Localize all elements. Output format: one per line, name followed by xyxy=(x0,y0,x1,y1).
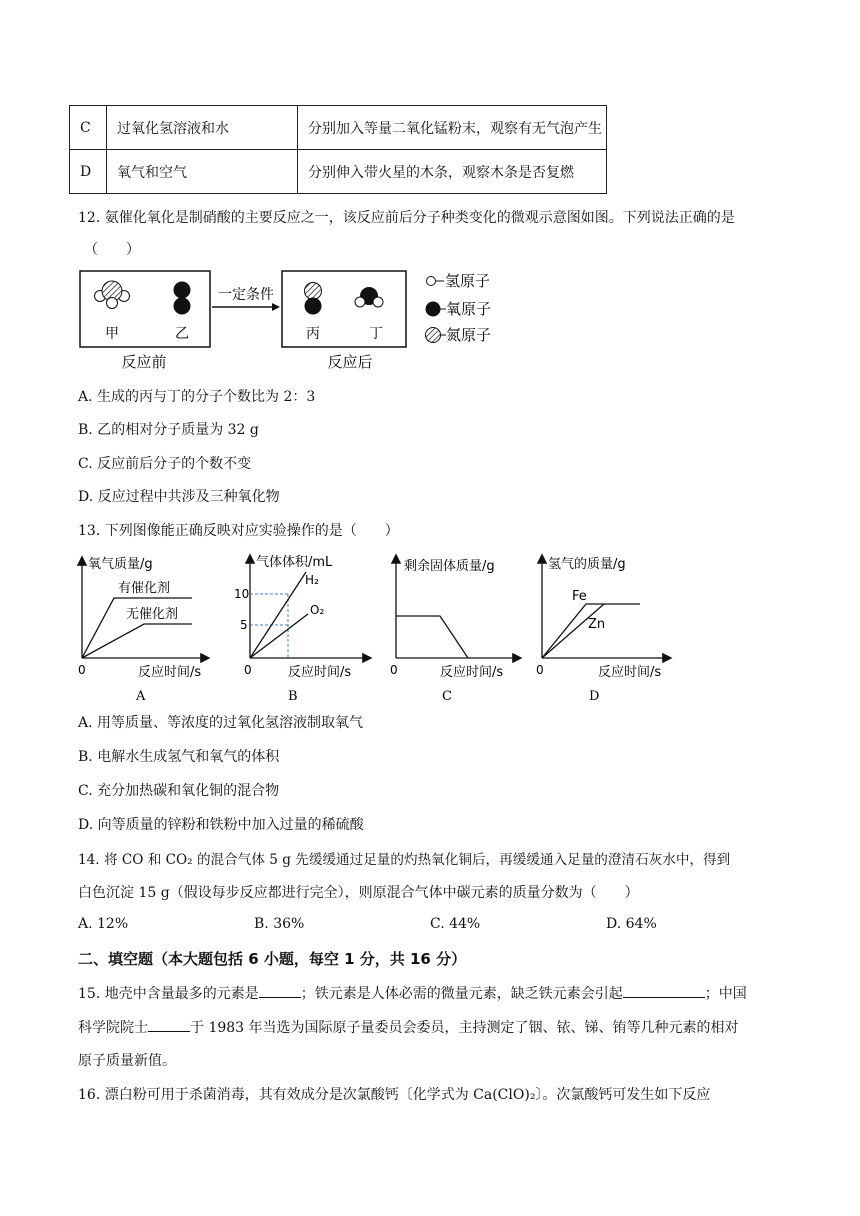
q15-blank-1[interactable] xyxy=(259,983,301,998)
q16-text: 16. 漂白粉可用于杀菌消毒，其有效成分是次氯酸钙〔化学式为 Ca(ClO)₂〕。次氯酸钙可发生如下反应 xyxy=(78,1087,711,1103)
q12-option-c[interactable]: C. 反应前后分子的个数不变 xyxy=(78,456,252,472)
caption-before: 反应前 xyxy=(121,353,167,371)
q14-option-c[interactable]: C. 44% xyxy=(430,916,481,932)
q14-line2: 白色沉淀 15 g（假设每步反应都进行完全），则原混合气体中碳元素的质量分数为（ ） xyxy=(78,885,639,901)
graph-d-curve2: Zn xyxy=(588,617,606,632)
graph-d-ylabel: 氢气的质量/g xyxy=(548,557,626,572)
graph-b xyxy=(234,554,370,704)
graph-a-curve2: 无催化剂 xyxy=(126,607,179,622)
table-cell-key: D xyxy=(70,150,107,194)
table-cell-method: 分别伸入带火星的木条，观察木条是否复燃 xyxy=(298,150,607,194)
graph-c xyxy=(390,556,520,704)
legend-hydrogen: 氢原子 xyxy=(445,272,491,290)
q15-text-1: 15. 地壳中含量最多的元素是 xyxy=(78,986,259,1002)
graph-d xyxy=(536,556,670,704)
graph-b-tick-hi: 10 xyxy=(234,587,250,601)
molecule-bing xyxy=(305,283,322,315)
graph-a-xlabel: 反应时间/s xyxy=(138,665,202,680)
section-title: 二、填空题（本大题包括 6 小题，每空 1 分，共 16 分） xyxy=(78,950,467,968)
graph-d-xlabel: 反应时间/s xyxy=(598,665,662,680)
q15-text-4: 科学院院士 xyxy=(78,1020,148,1036)
q15-text-5: 于 1983 年当选为国际原子量委员会委员，主持测定了铟、铱、锑、铕等几种元素的相对 xyxy=(190,1020,739,1036)
q15-blank-2[interactable] xyxy=(623,983,705,998)
graph-d-letter: D xyxy=(589,689,600,704)
legend-oxygen: 氧原子 xyxy=(446,300,492,318)
graph-b-ylabel: 气体体积/mL xyxy=(256,555,333,570)
q12-option-d[interactable]: D. 反应过程中共涉及三种氧化物 xyxy=(78,489,280,505)
q13-graphs xyxy=(74,548,684,704)
q14-option-b[interactable]: B. 36% xyxy=(254,916,305,932)
graph-a-letter: A xyxy=(136,689,146,704)
q12-option-a[interactable]: A. 生成的丙与丁的分子个数比为 2：3 xyxy=(78,389,316,405)
label-ding: 丁 xyxy=(369,326,383,342)
q14-option-d[interactable]: D. 64% xyxy=(606,916,657,932)
reaction-diagram xyxy=(78,266,518,376)
q13-option-d[interactable]: D. 向等质量的锌粉和铁粉中加入过量的稀硫酸 xyxy=(78,817,364,833)
legend xyxy=(426,272,492,344)
graph-b-origin: 0 xyxy=(244,663,252,677)
graph-a-origin: 0 xyxy=(78,663,86,677)
q14-line1: 14. 将 CO 和 CO₂ 的混合气体 5 g 先缓缓通过足量的灼热氧化铜后，再缓缓通入足量的澄清石灰水中，得到 xyxy=(78,852,731,868)
molecule-yi xyxy=(174,282,191,315)
q12-paren: （ ） xyxy=(84,242,140,258)
q13-stem: 13. 下列图像能正确反映对应实验操作的是（ ） xyxy=(78,523,399,539)
q13-option-c[interactable]: C. 充分加热碳和氧化铜的混合物 xyxy=(78,783,280,799)
molecule-jia xyxy=(95,281,130,309)
graph-c-ylabel: 剩余固体质量/g xyxy=(404,559,495,574)
graph-b-tick-lo: 5 xyxy=(240,618,248,632)
arrow-label: 一定条件 xyxy=(218,287,274,303)
label-bing: 丙 xyxy=(306,326,320,342)
q15-blank-3[interactable] xyxy=(148,1017,190,1032)
graph-a xyxy=(78,557,208,704)
q12-option-b[interactable]: B. 乙的相对分子质量为 32 g xyxy=(78,422,259,438)
graph-d-origin: 0 xyxy=(536,663,544,677)
q13-option-a[interactable]: A. 用等质量、等浓度的过氧化氢溶液制取氧气 xyxy=(78,715,364,731)
graph-d-curve1: Fe xyxy=(572,589,587,604)
before-box xyxy=(80,271,210,347)
graph-a-curve1: 有催化剂 xyxy=(118,581,171,596)
q15-line3: 原子质量新值。 xyxy=(78,1053,176,1069)
graph-b-letter: B xyxy=(288,689,298,704)
table-cell-substance: 过氧化氢溶液和水 xyxy=(107,106,298,150)
legend-nitrogen: 氮原子 xyxy=(446,326,492,344)
graph-c-letter: C xyxy=(442,689,452,704)
q15-line2 xyxy=(78,1017,739,1037)
table-cell-key: C xyxy=(70,106,107,150)
graph-c-xlabel: 反应时间/s xyxy=(440,665,504,680)
table-cell-substance: 氧气和空气 xyxy=(107,150,298,194)
q14-option-a[interactable]: A. 12% xyxy=(78,916,129,932)
table-cell-method: 分别加入等量二氧化锰粉末，观察有无气泡产生 xyxy=(298,106,607,150)
label-yi: 乙 xyxy=(175,326,189,342)
label-jia: 甲 xyxy=(105,326,119,342)
caption-after: 反应后 xyxy=(327,353,373,371)
options-table xyxy=(69,105,607,194)
q15-text-2: ；铁元素是人体必需的微量元素，缺乏铁元素会引起 xyxy=(300,986,623,1002)
molecule-ding xyxy=(355,287,383,307)
table-row xyxy=(70,150,607,194)
after-box xyxy=(282,271,406,347)
q15-text-3: ；中国 xyxy=(704,986,747,1002)
graph-c-origin: 0 xyxy=(390,663,398,677)
q12-stem: 12. 氨催化氧化是制硝酸的主要反应之一，该反应前后分子种类变化的微观示意图如图。下列说法正确的是 xyxy=(78,210,735,226)
q13-option-b[interactable]: B. 电解水生成氢气和氧气的体积 xyxy=(78,749,280,765)
q15-line1 xyxy=(78,983,747,1003)
graph-b-xlabel: 反应时间/s xyxy=(288,665,352,680)
table-row xyxy=(70,106,607,150)
graph-b-curve2: O₂ xyxy=(310,603,325,617)
graph-a-ylabel: 氧气质量/g xyxy=(88,557,153,572)
graph-b-curve1: H₂ xyxy=(305,573,319,587)
